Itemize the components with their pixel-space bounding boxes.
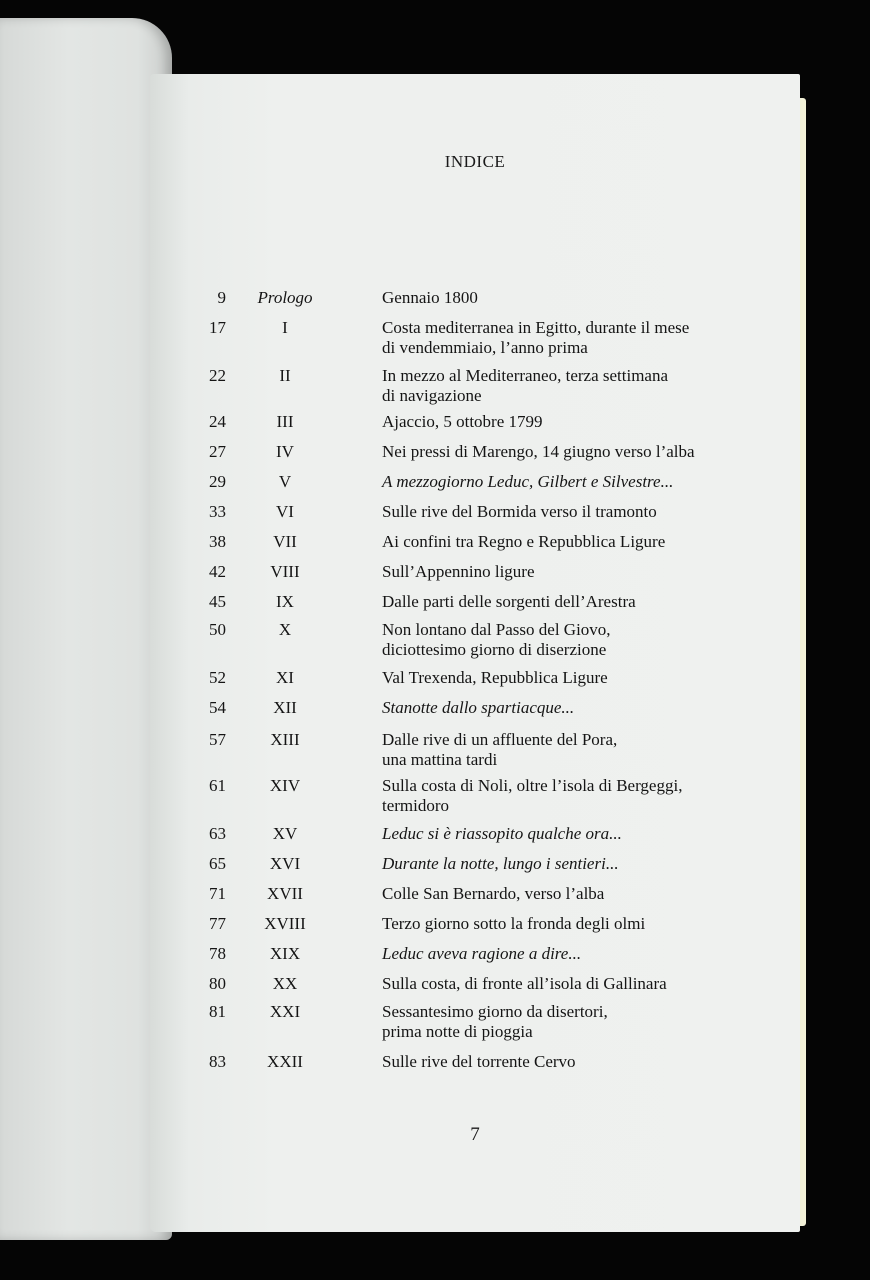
toc-title-line: Dalle rive di un affluente del Pora,	[382, 730, 618, 749]
toc-page: 42	[209, 562, 226, 581]
toc-page: 81	[209, 1002, 226, 1021]
toc-chapter: XXII	[267, 1052, 303, 1071]
toc-chapter: XII	[273, 698, 297, 717]
toc-chapter: X	[278, 620, 292, 639]
toc-title: Stanotte dallo spartiacque...	[382, 698, 575, 717]
toc-chapter: XVIII	[264, 914, 306, 933]
toc-title: Nei pressi di Marengo, 14 giugno verso l’alba	[382, 442, 695, 461]
toc-title	[382, 620, 762, 660]
toc-page: 33	[209, 502, 226, 521]
page-number: 7	[470, 1124, 480, 1145]
toc-title: Sulle rive del torrente Cervo	[382, 1052, 576, 1071]
toc-chapter: I	[282, 318, 288, 337]
toc-title	[382, 776, 762, 816]
toc-page: 54	[209, 698, 226, 717]
toc-chapter: IX	[276, 592, 294, 611]
toc-title-line: Sessantesimo giorno da disertori,	[382, 1002, 608, 1021]
toc-title: Val Trexenda, Repubblica Ligure	[382, 668, 608, 687]
toc-title: Terzo giorno sotto la fronda degli olmi	[382, 914, 646, 933]
toc-title: Sulle rive del Bormida verso il tramonto	[382, 502, 657, 521]
toc-title: Colle San Bernardo, verso l’alba	[382, 884, 605, 903]
toc-title-line: Sulla costa di Noli, oltre l’isola di Bergeggi,	[382, 776, 683, 795]
toc-page: 63	[209, 824, 226, 843]
toc-title: Sull’Appennino ligure	[382, 562, 535, 581]
toc-title-line: diciottesimo giorno di diserzione	[382, 640, 607, 659]
toc-chapter: XI	[276, 668, 294, 687]
toc-chapter: XIII	[270, 730, 300, 749]
toc-title	[382, 318, 762, 358]
toc-page: 22	[209, 366, 226, 385]
toc-page: 24	[209, 412, 226, 431]
toc-title-line: Non lontano dal Passo del Giovo,	[382, 620, 611, 639]
toc-title-line: prima notte di pioggia	[382, 1022, 533, 1041]
toc-title-line: di navigazione	[382, 386, 482, 405]
toc-title: A mezzogiorno Leduc, Gilbert e Silvestre...	[382, 472, 674, 491]
toc-title: Sulla costa, di fronte all’isola di Gallinara	[382, 974, 667, 993]
toc-page: 71	[209, 884, 226, 903]
toc-chapter: VIII	[270, 562, 300, 581]
toc-page: 52	[209, 668, 226, 687]
toc-page: 57	[209, 730, 226, 749]
toc-page: 9	[217, 288, 226, 307]
table-of-contents	[150, 74, 800, 1232]
toc-title: Gennaio 1800	[382, 288, 478, 307]
toc-title	[382, 730, 762, 770]
toc-page: 38	[209, 532, 226, 551]
toc-title: Ai confini tra Regno e Repubblica Ligure	[382, 532, 666, 551]
toc-page: 80	[209, 974, 226, 993]
toc-chapter: VII	[273, 532, 297, 551]
toc-page: 61	[209, 776, 226, 795]
toc-chapter: IV	[276, 442, 294, 461]
left-page	[0, 18, 172, 1240]
toc-title	[382, 1002, 762, 1042]
toc-chapter: XVI	[269, 854, 301, 873]
toc-title-line: di vendemmiaio, l’anno prima	[382, 338, 588, 357]
toc-page: 29	[209, 472, 226, 491]
toc-chapter: Prologo	[257, 288, 313, 307]
toc-page: 17	[209, 318, 226, 337]
toc-chapter: XXI	[269, 1002, 301, 1021]
toc-chapter: VI	[276, 502, 294, 521]
toc-page: 45	[209, 592, 226, 611]
toc-chapter: XVII	[267, 884, 303, 903]
right-page	[150, 74, 800, 1232]
toc-title: Leduc aveva ragione a dire...	[382, 944, 582, 963]
index-heading: INDICE	[444, 152, 506, 171]
toc-chapter: XIV	[269, 776, 301, 795]
toc-chapter: XIX	[269, 944, 301, 963]
toc-page: 78	[209, 944, 226, 963]
toc-page: 77	[209, 914, 226, 933]
toc-chapter: II	[279, 366, 291, 385]
toc-title	[382, 366, 762, 406]
toc-chapter: V	[278, 472, 292, 491]
toc-page: 27	[209, 442, 226, 461]
toc-title: Ajaccio, 5 ottobre 1799	[382, 412, 543, 431]
toc-title: Durante la notte, lungo i sentieri...	[382, 854, 619, 873]
toc-chapter: XV	[272, 824, 298, 843]
toc-title-line: In mezzo al Mediterraneo, terza settimana	[382, 366, 669, 385]
toc-page: 83	[209, 1052, 226, 1071]
toc-chapter: XX	[272, 974, 298, 993]
toc-title-line: una mattina tardi	[382, 750, 498, 769]
toc-page: 65	[209, 854, 226, 873]
toc-chapter: III	[276, 412, 294, 431]
toc-title-line: Costa mediterranea in Egitto, durante il mese	[382, 318, 690, 337]
toc-title: Leduc si è riassopito qualche ora...	[382, 824, 622, 843]
toc-title-line: termidoro	[382, 796, 450, 815]
toc-title: Dalle parti delle sorgenti dell’Arestra	[382, 592, 636, 611]
toc-page: 50	[209, 620, 226, 639]
